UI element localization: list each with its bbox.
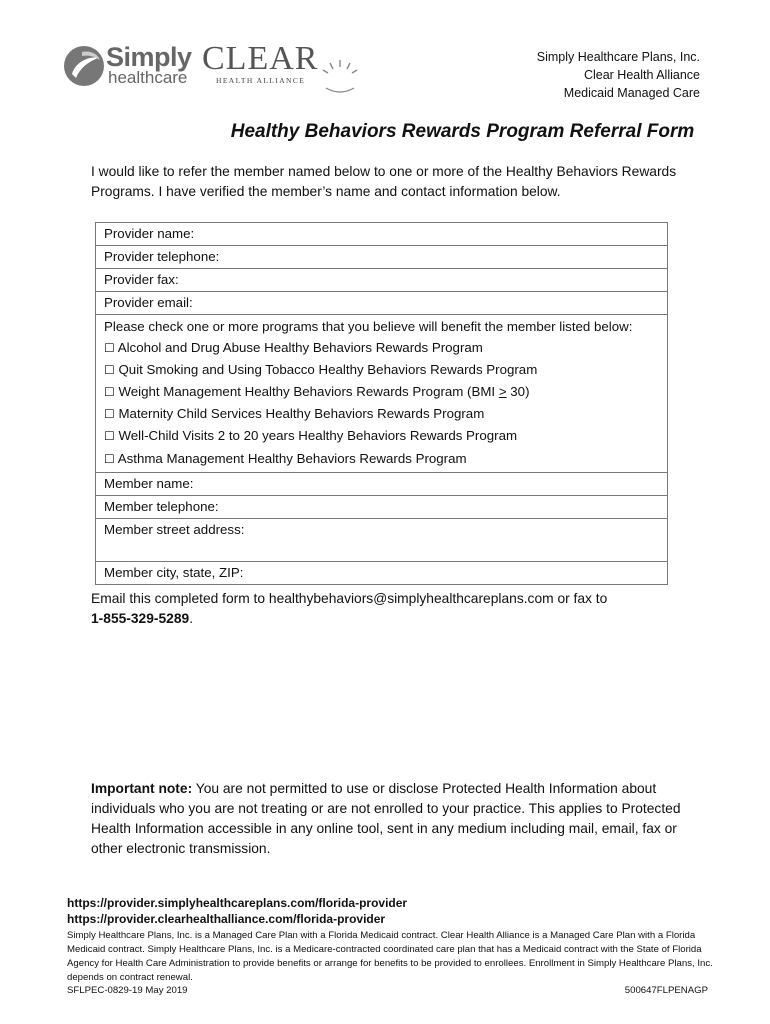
program-label: Quit Smoking and Using Tobacco Healthy Behaviors Rewards Program [118,362,538,378]
program-label: Maternity Child Services Healthy Behaviors Rewards Program [118,406,485,422]
simply-logo-sub: healthcare [108,68,188,87]
bmi-tail: 30) [506,384,530,400]
intro-paragraph: I would like to refer the member named below to one or more of the Healthy Behaviors Rewards Programs. I have verified the member’s name and contact information below. [91,164,677,199]
program-option-alcohol[interactable] [104,337,659,359]
footer-url-simply[interactable]: https://provider.simplyhealthcareplans.com/florida-provider [67,896,408,910]
program-label: Alcohol and Drug Abuse Healthy Behaviors Rewards Program [117,340,483,356]
email-instructions [91,589,691,629]
program-label: Weight Management Healthy Behaviors Rewards Program (BMI [118,384,499,400]
healthy-behaviors-logo-icon [318,58,362,98]
checkbox-icon[interactable]: ☐ [104,429,115,444]
form-code-left: SFLPEC-0829-19 May 2019 [67,985,188,996]
organization-address [537,48,700,102]
address-line: Clear Health Alliance [583,68,700,82]
address-line: Simply Healthcare Plans, Inc. [536,50,700,64]
checkbox-icon[interactable]: ☐ [104,341,115,356]
simply-logo-word: Simply [106,42,192,72]
program-label: Asthma Management Healthy Behaviors Rewards Program [117,450,467,466]
program-option-weight[interactable] [104,381,659,403]
member-telephone-field[interactable]: Member telephone: [96,495,668,518]
member-city-state-zip-field[interactable]: Member city, state, ZIP: [96,561,668,584]
checkbox-icon[interactable]: ☐ [104,407,115,422]
program-label: Well-Child Visits 2 to 20 years Healthy Behaviors Rewards Program [118,428,518,444]
program-option-smoking[interactable] [104,359,659,381]
provider-name-field[interactable]: Provider name: [96,223,668,246]
address-line: Medicaid Managed Care [563,86,700,100]
program-option-well-child[interactable] [104,425,659,447]
provider-fax-field[interactable]: Provider fax: [96,269,668,292]
bmi-operator: > [498,384,507,400]
checkbox-icon[interactable]: ☐ [104,451,115,466]
program-option-asthma[interactable] [104,448,659,470]
footer-url-clear[interactable]: https://provider.clearhealthalliance.com/florida-provider [67,912,386,926]
clear-logo-word: CLEAR [202,40,319,77]
important-note-text: You are not permitted to use or disclose Protected Health Information about individuals who you are not treating or are not enrolled to your practice. This applies to Protected Health Information accessible in any online tool, sent in any medium including mail, email, fax or other electronic transmission. [91,781,681,856]
footer-disclaimer: Simply Healthcare Plans, Inc. is a Managed Care Plan with a Florida Medicaid contract. Clear Health Alliance is a Managed Care Plan with a Florida Medicaid contract. Simply Healthcare Plans, Inc. is a Medicare-contracted coordinated care plan that has a Medicaid contract with the State of Florida Agency for Health Care Administration to provide benefits or arrange for benefits to be provided to enrollees. Enrollment in Simply Healthcare Plans, Inc. depends on contract renewal. [67,930,713,983]
clear-logo-sub: HEALTH ALLIANCE [216,76,306,85]
form-code-right: 500647FLPENAGP [624,985,708,996]
provider-telephone-field[interactable]: Provider telephone: [96,246,668,269]
program-option-maternity[interactable] [104,403,659,425]
page-title: Healthy Behaviors Rewards Program Referral Form [230,121,695,142]
fax-number: 1-855-329-5289 [91,611,190,626]
member-street-address-field[interactable]: Member street address: [96,518,668,561]
member-name-field[interactable]: Member name: [96,472,668,495]
important-note [91,779,691,859]
email-instructions-end: . [189,611,194,626]
email-instructions-text: Email this completed form to healthybehaviors@simplyhealthcareplans.com or fax to [91,591,608,606]
referral-form-table [95,222,668,585]
programs-section [96,315,668,473]
programs-prompt: Please check one or more programs that you believe will benefit the member listed below: [104,319,633,334]
checkbox-icon[interactable]: ☐ [104,363,115,378]
checkbox-icon[interactable]: ☐ [104,385,115,400]
footer-urls [67,895,407,927]
simply-logo-icon [62,44,106,88]
provider-email-field[interactable]: Provider email: [96,292,668,315]
important-note-label: Important note: [91,781,193,796]
